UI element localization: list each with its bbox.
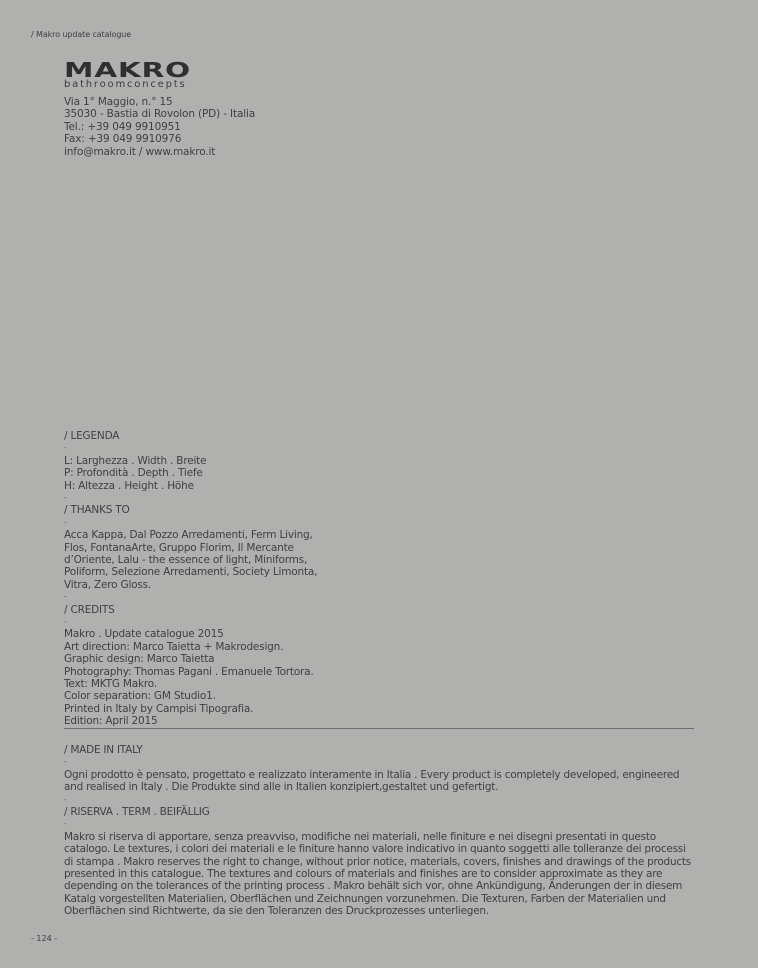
credits-line: Edition: April 2015 (64, 715, 158, 728)
address-street: Via 1° Maggio, n.° 15 (64, 96, 173, 108)
made-in-italy-text: Ogni prodotto è pensato, progettato e realizzato interamente in Italia . Every product is completely developed, engineered and realised in Italy . Die Produkte sind alle in Italien konzipiert,gestaltet und gefertigt. (64, 768, 680, 794)
riserva-text: Makro si riserva di apportare, senza preavviso, modifiche nei materiali, nelle finiture e nei disegni presentati in questo catalogo. Le textures, i colori dei materiali e le finiture hanno valore indicativo in quanto soggetti alle tolleranze dei processi di stampa . Makro reserves the right to change, without prior notice, materials, covers, finishes and drawings of the products presented in this catalogue. The textures and colours of materials and finishes are to consider approximate as they are depending on the tolerances of the printing process . Makro behält sich vor, ohne Ankündigung, Änderungen der in diesem Katalg vorgestellten Materialien, Oberflächen und Zeichnungen vorzunehmen. Die Texturen, Farben der Materialien und Oberflächen sind Richtwerte, da sie den Toleranzen des Druckprozesses unterliegen. (64, 830, 691, 918)
credits-line: Text: MKTG Makro. (64, 678, 157, 691)
made-in-italy-section (64, 744, 694, 918)
credits-line: Photography: Thomas Pagani . Emanuele Tortora. (64, 665, 314, 678)
running-head: / Makro update catalogue (31, 30, 132, 39)
thanks-separator: - (64, 517, 67, 527)
credits-line: Graphic design: Marco Taietta (64, 653, 215, 666)
address-fax: Fax: +39 049 9910976 (64, 133, 182, 146)
logo-tagline: bathroomconcepts (64, 79, 187, 90)
credits-line: Art direction: Marco Taietta + Makrodesign. (64, 640, 284, 653)
riserva-separator: - (64, 819, 67, 829)
legenda-title: / LEGENDA (64, 430, 120, 442)
made-in-italy-title: / MADE IN ITALY (64, 744, 143, 756)
company-address (64, 96, 255, 158)
page-number: - 124 - (31, 934, 58, 943)
credits-separator: - (64, 617, 67, 627)
info-column (64, 430, 332, 728)
made-in-italy-separator: - (64, 757, 67, 767)
credits-title: / CREDITS (64, 603, 115, 616)
section-divider (64, 728, 694, 729)
legenda-end-separator: - (64, 493, 67, 503)
legenda-separator: - (64, 443, 67, 453)
logo-wordmark: MAKRO (64, 58, 191, 82)
made-in-italy-end-separator: - (64, 794, 67, 804)
thanks-title: / THANKS TO (64, 504, 130, 517)
legenda-line: L: Larghezza . Width . Breite (64, 454, 207, 467)
thanks-text: Acca Kappa, Dal Pozzo Arredamenti, Ferm Living, Flos, FontanaArte, Gruppo Florim, Il Mercante d’Oriente, Lalu - the essence of light, Miniforms, Poliform, Selezione Arredamenti, Society Limonta, Vitra, Zero Gloss. (64, 529, 318, 591)
credits-line: Printed in Italy by Campisi Tipografia. (64, 702, 254, 715)
legenda-line: H: Altezza . Height . Höhe (64, 479, 194, 492)
makro-logo (64, 58, 204, 90)
riserva-title: / RISERVA . TERM . BEIFÄLLIG (64, 806, 210, 818)
address-city: 35030 - Bastia di Rovolon (PD) - Italia (64, 108, 256, 121)
legenda-line: P: Profondità . Depth . Tiefe (64, 467, 203, 480)
address-email-web[interactable]: info@makro.it / www.makro.it (64, 145, 216, 158)
thanks-end-separator: - (64, 592, 67, 602)
credits-line: Makro . Update catalogue 2015 (64, 628, 224, 641)
address-phone: Tel.: +39 049 9910951 (64, 120, 181, 133)
credits-line: Color separation: GM Studio1. (64, 690, 216, 703)
